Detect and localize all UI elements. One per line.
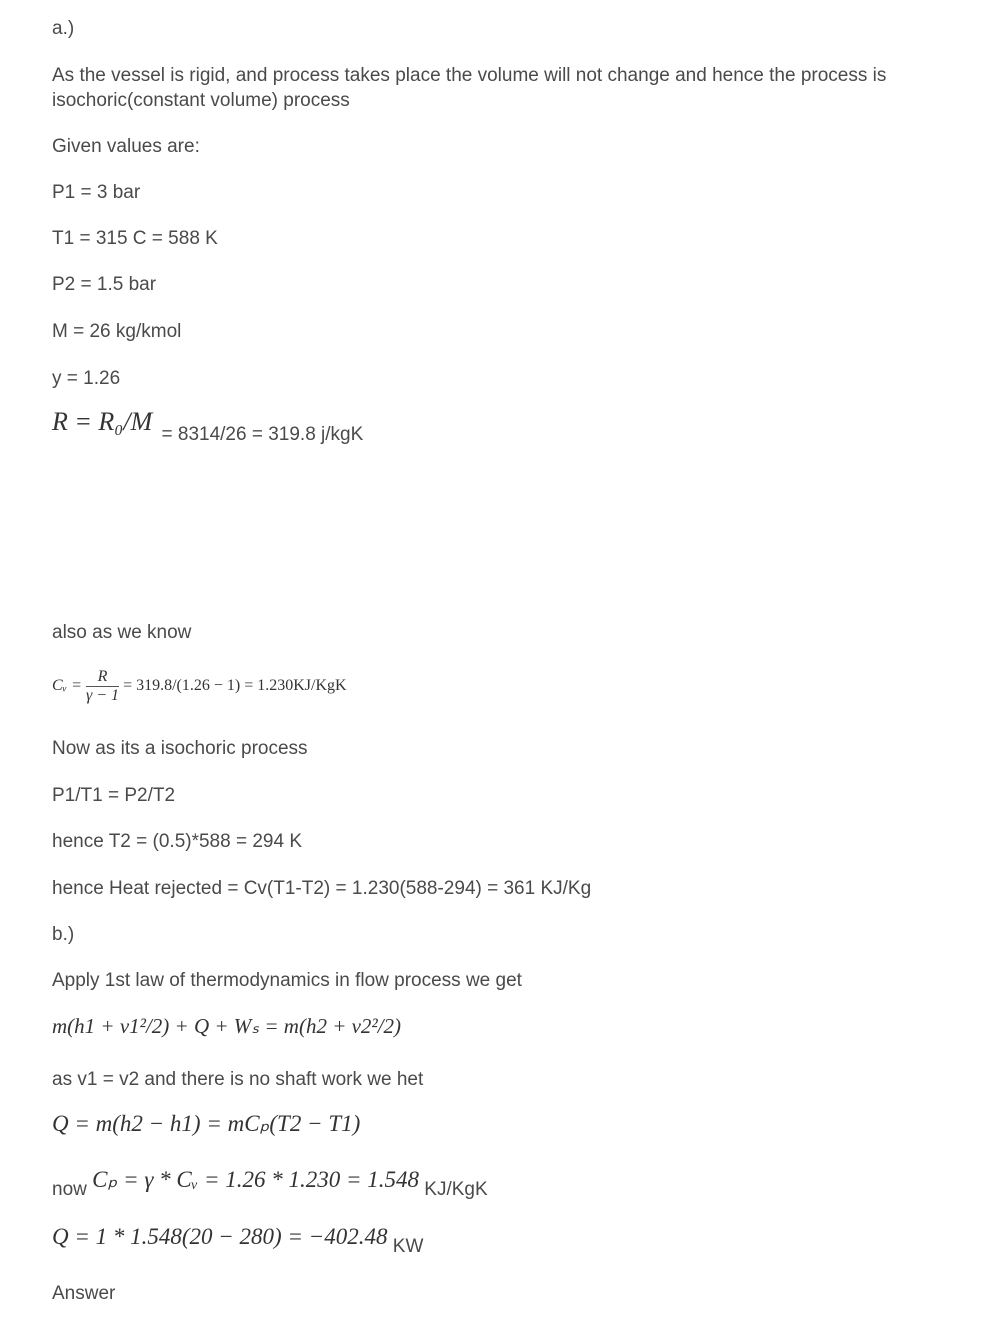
cp-prefix: now (52, 1179, 87, 1200)
given-p2: P2 = 1.5 bar (52, 274, 157, 295)
given-heading: Given values are: (52, 136, 200, 157)
t2-result: hence T2 = (0.5)*588 = 294 K (52, 831, 302, 852)
q-result-text: Q = 1 * 1.548(20 − 280) = −402.48 (52, 1224, 388, 1249)
q-result (52, 1224, 424, 1257)
energy-equation-text: m(h1 + v1²/2) + Q + Wₛ = m(h2 + v2²/2) (52, 1014, 402, 1038)
given-t1: T1 = 315 C = 588 K (52, 228, 218, 249)
cv-equation (52, 666, 347, 706)
pressure-temperature-ratio: P1/T1 = P2/T2 (52, 785, 176, 806)
q-equation-text: Q = m(h2 − h1) = mCₚ(T2 − T1) (52, 1111, 361, 1136)
given-m: M = 26 kg/kmol (52, 321, 182, 342)
given-p1: P1 = 3 bar (52, 182, 141, 203)
cp-equation-text: Cₚ = γ * Cᵥ = 1.26 * 1.230 = 1.548 (92, 1167, 419, 1192)
q-unit: KW (392, 1236, 424, 1257)
r-equation (52, 407, 364, 445)
heat-rejected: hence Heat rejected = Cv(T1-T2) = 1.230(588-294) = 361 KJ/Kg (52, 878, 592, 899)
shaft-work-note: as v1 = v2 and there is no shaft work we het (52, 1069, 424, 1090)
cv-numerator: R (86, 668, 119, 687)
part-a-label: a.) (52, 18, 75, 39)
intro-paragraph: As the vessel is rigid, and process takes place the volume will not change and hence the process is isochoric(constant volume) process (52, 65, 887, 111)
given-gamma: y = 1.26 (52, 368, 121, 389)
cp-equation (52, 1167, 488, 1200)
cp-unit: KJ/KgK (424, 1179, 488, 1200)
r-formula: R = R₀/M (52, 407, 153, 436)
first-law-statement: Apply 1st law of thermodynamics in flow process we get (52, 970, 522, 991)
energy-equation (52, 1014, 401, 1040)
q-equation (52, 1112, 360, 1138)
cv-denominator: γ − 1 (85, 686, 120, 704)
answer-label: Answer (52, 1283, 116, 1304)
isochoric-note: Now as its a isochoric process (52, 738, 308, 759)
also-know: also as we know (52, 622, 192, 643)
r-value: = 8314/26 = 319.8 j/kgK (161, 424, 364, 445)
cv-fraction (86, 668, 119, 705)
cv-rhs: = 319.8/(1.26 − 1) = 1.230KJ/KgK (123, 677, 347, 694)
part-b-label: b.) (52, 924, 75, 945)
cv-lhs: Cᵥ = (52, 677, 82, 694)
